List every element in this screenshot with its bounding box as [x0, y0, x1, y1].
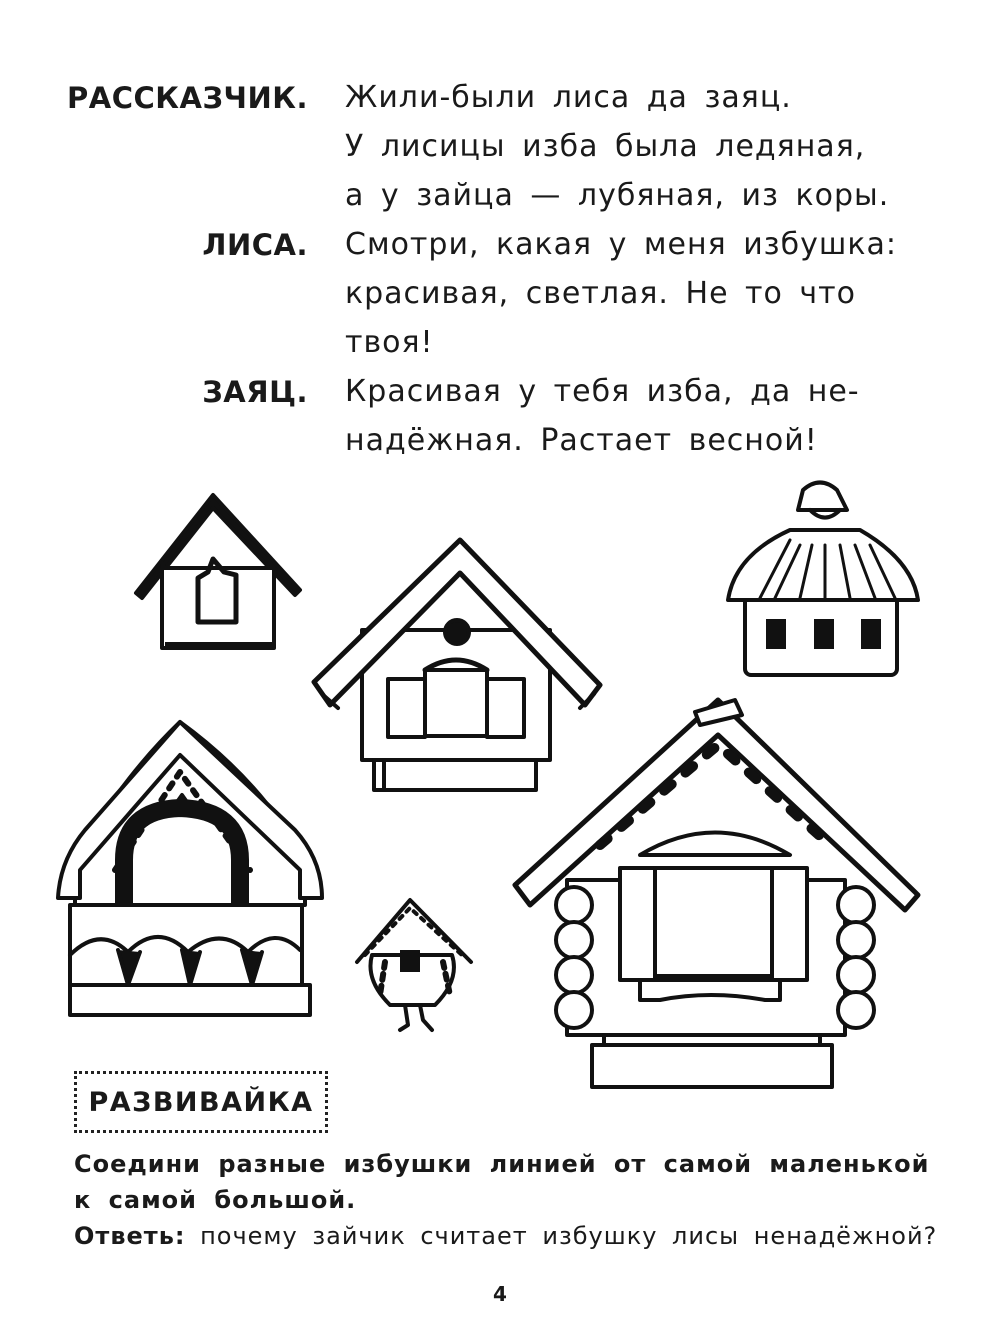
answer-question: почему зайчик считает избушку лисы ненадёжной? [200, 1222, 938, 1250]
speaker-hare: ЗАЯЦ. [202, 375, 308, 409]
dialogue-line: твоя! [345, 325, 434, 360]
speaker-fox: ЛИСА. [202, 228, 308, 262]
dialogue-line: Смотри, какая у меня избушка: [345, 227, 897, 262]
dialogue-line: надёжная. Растает весной! [345, 423, 818, 458]
speaker-narrator: РАССКАЗЧИК. [67, 81, 308, 115]
answer-label: Ответь: [74, 1222, 186, 1250]
dialogue-line: У лисицы изба была ледяная, [345, 129, 866, 164]
house-log [515, 700, 918, 1087]
answer-prompt [74, 1222, 937, 1250]
task-line: к самой большой. [74, 1186, 357, 1214]
dialogue-line: Жили-были лиса да заяц. [345, 80, 792, 115]
dialogue-line: а у зайца — лубяная, из коры. [345, 178, 890, 213]
task-line: Соедини разные избушки линией от самой маленькой [74, 1150, 930, 1178]
dialogue-line: красивая, светлая. Не то что [345, 276, 856, 311]
dialogue-line: Красивая у тебя изба, да не- [345, 374, 860, 409]
house-small-birdhouse [136, 495, 300, 650]
house-shutters [314, 540, 600, 790]
house-thatched [728, 483, 918, 676]
house-ice [58, 722, 322, 1015]
section-badge [74, 1071, 328, 1133]
page-number: 4 [493, 1282, 507, 1306]
house-chicken-legs [357, 900, 471, 1030]
section-badge-label: РАЗВИВАЙКА [88, 1087, 314, 1118]
